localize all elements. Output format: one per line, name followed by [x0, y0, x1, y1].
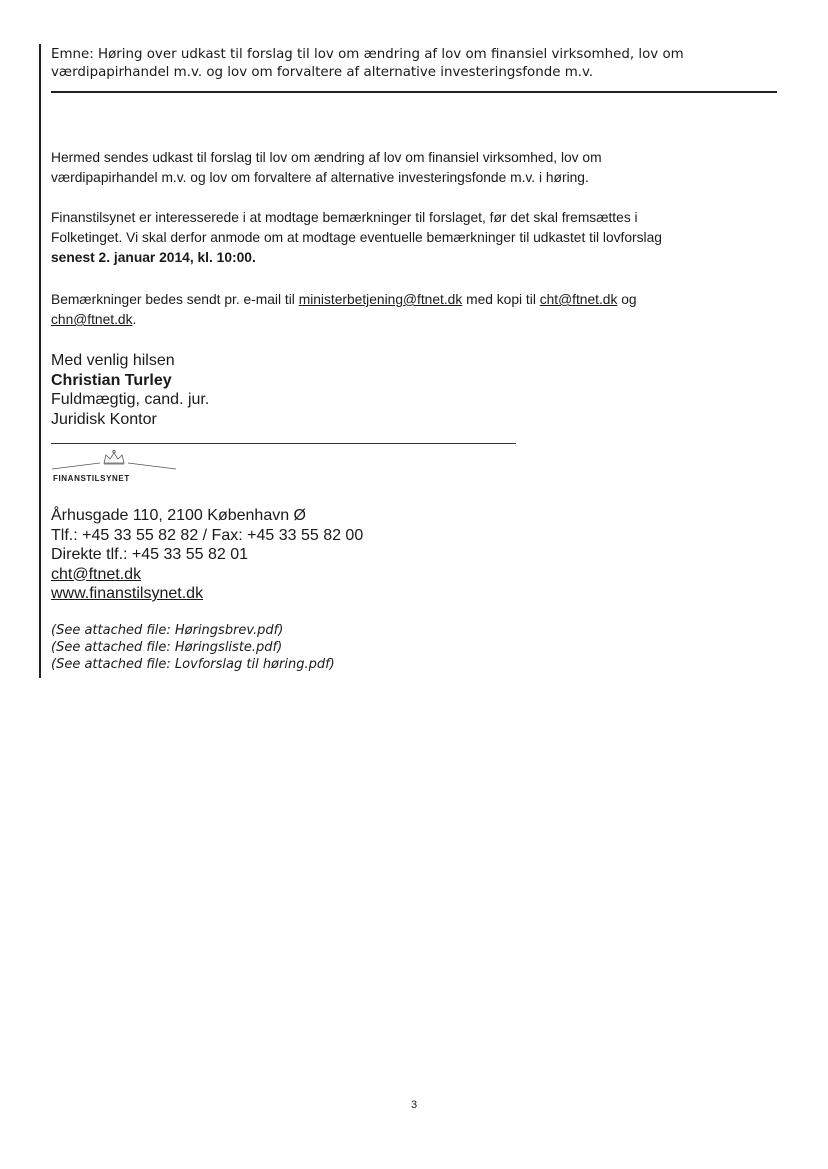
subject-line-1: Emne: Høring over udkast til forslag til lov om ændring af lov om finansiel virksomhed, lov om: [51, 47, 684, 62]
subject-divider: [51, 91, 777, 93]
page-number: 3: [410, 1099, 418, 1111]
contact-text-4: .: [132, 312, 137, 327]
paragraph-contact: [51, 290, 771, 330]
website-link[interactable]: www.finanstilsynet.dk: [51, 585, 204, 602]
cht-email-link[interactable]: cht@ftnet.dk: [539, 292, 618, 307]
direct-phone: Direkte tlf.: +45 33 55 82 01: [51, 546, 249, 563]
signature-divider: [51, 443, 516, 444]
request-line-1: Finanstilsynet er interesserede i at modtage bemærkninger til forslaget, før det skal fremsættes i: [51, 210, 638, 225]
deadline-text: senest 2. januar 2014, kl. 10:00.: [51, 250, 256, 265]
signature-greeting: Med venlig hilsen: [51, 352, 175, 369]
contact-text-1: Bemærkninger bedes sendt pr. e-mail til: [51, 292, 299, 307]
request-line-2: Folketinget. Vi skal derfor anmode om at modtage eventuelle bemærkninger til udkastet til lovforslag: [51, 230, 662, 245]
attachments-list: [51, 622, 335, 673]
chn-email-link[interactable]: chn@ftnet.dk: [51, 312, 133, 327]
intro-line-1: Hermed sendes udkast til forslag til lov om ændring af lov om finansiel virksomhed, lov om: [51, 150, 602, 165]
attachment-item[interactable]: (See attached file: Lovforslag til høring.pdf): [51, 657, 335, 672]
ministerbetjening-email-link[interactable]: ministerbetjening@ftnet.dk: [298, 292, 463, 307]
signature-title: Fuldmægtig, cand. jur.: [51, 391, 210, 408]
contact-text-3: og: [617, 292, 637, 307]
quote-bar: [39, 44, 41, 678]
contact-line-1: [51, 290, 771, 310]
paragraph-intro: [51, 148, 771, 188]
attachment-item[interactable]: (See attached file: Høringsbrev.pdf): [51, 623, 284, 638]
logo-text: FINANSTILSYNET: [53, 474, 130, 483]
email-subject: [51, 46, 771, 82]
paragraph-request: [51, 208, 771, 268]
signature-department: Juridisk Kontor: [51, 410, 157, 428]
contact-block: [51, 506, 363, 604]
signature-email-link[interactable]: cht@ftnet.dk: [51, 565, 142, 583]
address: Århusgade 110, 2100 København Ø: [51, 507, 306, 524]
signature-block: [51, 351, 209, 429]
intro-line-2: værdipapirhandel m.v. og lov om forvaltere af alternative investeringsfonde m.v. i høring.: [51, 170, 589, 185]
subject-line-2: værdipapirhandel m.v. og lov om forvaltere af alternative investeringsfonde m.v.: [51, 65, 594, 80]
contact-line-2: [51, 310, 771, 330]
signature-name: Christian Turley: [51, 371, 172, 389]
contact-text-2: med kopi til: [462, 292, 540, 307]
phone-fax: Tlf.: +45 33 55 82 82 / Fax: +45 33 55 82 00: [51, 526, 364, 544]
attachment-item[interactable]: (See attached file: Høringsliste.pdf): [51, 640, 283, 655]
crown-icon: [52, 450, 176, 469]
